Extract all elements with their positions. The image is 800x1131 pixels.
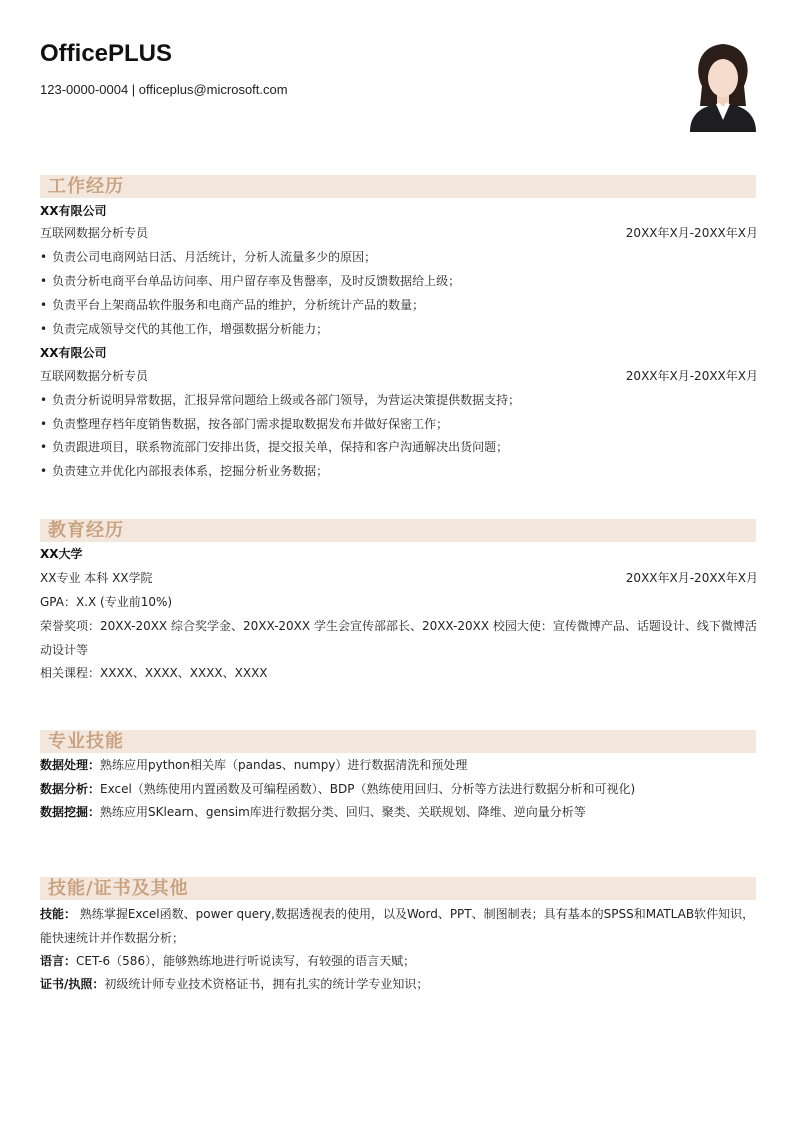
list-item: • 负责整理存档年度销售数据，按各部门需求提取数据发布并做好保密工作； [40, 414, 758, 434]
school-name: XX大学 [40, 547, 83, 561]
candidate-name: OfficePLUS [40, 40, 173, 67]
section-title-other: 技能/证书及其他 [48, 878, 189, 899]
section-header-education [40, 519, 756, 542]
skill-item [40, 779, 758, 799]
avatar [688, 40, 758, 132]
other-label: 语言： [40, 954, 77, 968]
job-role: 互联网数据分析专员 [40, 369, 149, 383]
section-header-other [40, 877, 756, 900]
job-role: 互联网数据分析专员 [40, 226, 149, 240]
skill-label: 数据处理： [40, 758, 101, 772]
education-row [40, 568, 758, 588]
skill-label: 数据挖掘： [40, 805, 101, 819]
section-title-education: 教育经历 [48, 520, 124, 541]
job-row [40, 223, 758, 243]
list-item: • 负责完成领导交代的其他工作，增强数据分析能力； [40, 319, 758, 339]
honors: 荣誉奖项：20XX-20XX 综合奖学金、20XX-20XX 学生会宣传部部长、20XX-20XX 校园大使：宣传微博产品、话题设计、线下微博活动设计等 [40, 619, 757, 657]
job-row [40, 366, 758, 386]
section-header-work [40, 175, 756, 198]
skill-text: 熟练应用python相关库（pandas、numpy）进行数据清洗和预处理 [100, 758, 468, 772]
other-item [40, 974, 758, 994]
other-text: 初级统计师专业技术资格证书，拥有扎实的统计学专业知识； [104, 977, 429, 991]
skill-label: 数据分析： [40, 782, 101, 796]
skill-item [40, 755, 758, 775]
other-label: 技能： [40, 907, 77, 921]
list-item: • 负责分析电商平台单品访问率、用户留存率及售罄率，及时反馈数据给上级； [40, 271, 758, 291]
list-item: • 负责平台上架商品软件服务和电商产品的维护，分析统计产品的数量； [40, 295, 758, 315]
list-item: • 负责跟进项目，联系物流部门安排出货，提交报关单，保持和客户沟通解决出货问题； [40, 437, 758, 457]
skill-text: Excel（熟练使用内置函数及可编程函数）、BDP（熟练使用回归、分析等方法进行数据分析和可视化) [100, 782, 636, 796]
list-item: • 负责建立并优化内部报表体系，挖掘分析业务数据； [40, 461, 758, 481]
gpa: GPA：X.X (专业前10%) [40, 595, 173, 609]
skill-item [40, 802, 758, 822]
other-item [40, 902, 758, 950]
contact-info: 123-0000-0004 | officeplus@microsoft.com [40, 82, 288, 97]
job-date: 20XX年X月-20XX年X月 [625, 369, 758, 383]
skill-text: 熟练应用SKlearn、gensim库进行数据分类、回归、聚类、关联规划、降维、逆向量分析等 [100, 805, 586, 819]
major: XX专业 本科 XX学院 [40, 571, 153, 585]
other-label: 证书/执照： [40, 977, 105, 991]
list-item: • 负责分析说明异常数据，汇报异常问题给上级或各部门领导，为营运决策提供数据支持； [40, 390, 758, 410]
company-name: XX有限公司 [40, 204, 107, 218]
other-text: 熟练掌握Excel函数、power query,数据透视表的使用，以及Word、PPT、制图制表；具有基本的SPSS和MATLAB软件知识，能快速统计并作数据分析； [40, 907, 755, 945]
education-date: 20XX年X月-20XX年X月 [625, 571, 758, 585]
courses: 相关课程：XXXX、XXXX、XXXX、XXXX [40, 666, 268, 680]
company-name: XX有限公司 [40, 346, 107, 360]
job-date: 20XX年X月-20XX年X月 [625, 226, 758, 240]
section-title-skills: 专业技能 [48, 731, 124, 752]
section-title-work: 工作经历 [48, 176, 124, 197]
list-item: • 负责公司电商网站日活、月活统计，分析人流量多少的原因； [40, 247, 758, 267]
other-text: CET-6（586），能够熟练地进行听说读写，有较强的语言天赋； [76, 954, 416, 968]
section-header-skills [40, 730, 756, 753]
other-item [40, 951, 758, 971]
